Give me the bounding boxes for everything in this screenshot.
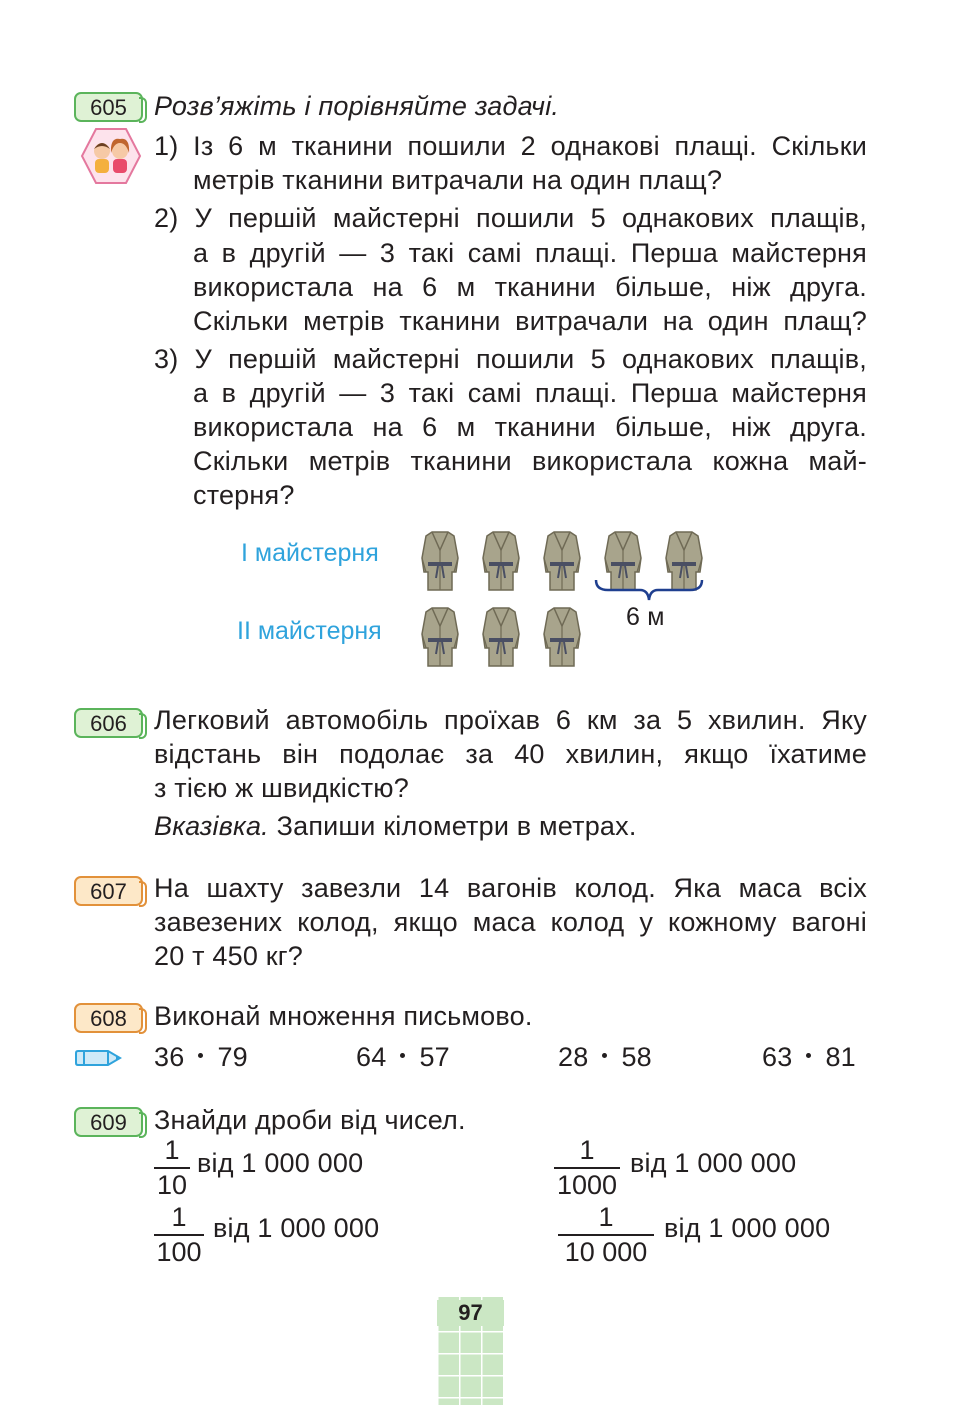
task-number-607: 607 [74, 876, 143, 906]
coat-workshop-2-1 [418, 604, 462, 670]
task-605-part1-line1: 1) Із 6 м тканини пошили 2 однакові плащі. Скільки [154, 131, 867, 161]
pencil-icon [75, 1047, 123, 1069]
coat-workshop-2-2 [479, 604, 523, 670]
task-605-part3-line4: Скільки метрів тканини використала кожна май- [193, 446, 867, 476]
multiplication-2: 64 57 [356, 1042, 450, 1072]
task-605-part2-line3: використала на 6 м тканини більше, ніж друга. [193, 272, 867, 302]
fraction-1-100: 1 100 [154, 1203, 204, 1266]
brace-6m [594, 578, 704, 602]
task-605-instruction: Розв’яжіть і порівняйте задачі. [154, 91, 560, 121]
kids-pair-icon [80, 127, 142, 185]
task-608-instruction: Виконай множення письмово. [154, 1001, 533, 1031]
multiplication-3: 28 58 [558, 1042, 652, 1072]
fraction-1-1000: 1 1000 [554, 1136, 620, 1199]
task-number-606: 606 [74, 708, 143, 738]
workshop-2-label: ІІ майстерня [237, 617, 382, 645]
multiplication-4: 63 81 [762, 1042, 856, 1072]
task-606-line2: відстань він подолає за 40 хвилин, якщо їхатиме [154, 739, 867, 769]
task-605-part1-line2: метрів тканини витрачали на один плащ? [193, 165, 723, 195]
fraction-4-text: від 1 000 000 [664, 1213, 831, 1243]
task-607-line3: 20 т 450 кг? [154, 941, 304, 971]
hint-label: Вказівка. [154, 811, 269, 841]
task-605-part3-line3: використала на 6 м тканини більше, ніж друга. [193, 412, 867, 442]
task-605-part3-line1: 3) У першій майстерні пошили 5 однакових плащів, [154, 344, 867, 374]
task-607-line2: завезених колод, якщо маса колод у кожному вагоні [154, 907, 867, 937]
task-606-line3: з тією ж швидкістю? [154, 773, 409, 803]
task-606-hint [154, 809, 637, 843]
coat-workshop-1-1 [418, 528, 462, 594]
task-607-line1: На шахту завезли 14 вагонів колод. Яка маса всіх [154, 873, 867, 903]
task-605-part2-line2: а в другій — 3 такі самі плащі. Перша майстерня [193, 238, 867, 268]
page-number: 97 [437, 1300, 504, 1326]
coat-workshop-2-3 [540, 604, 584, 670]
fraction-1-text: від 1 000 000 [197, 1148, 364, 1178]
fraction-1-10000: 1 10 000 [558, 1203, 654, 1266]
multiplication-1: 36 79 [154, 1042, 248, 1072]
coat-workshop-1-2 [479, 528, 523, 594]
task-605-part3-line2: а в другій — 3 такі самі плащі. Перша майстерня [193, 378, 867, 408]
coat-workshop-1-3 [540, 528, 584, 594]
task-605-part2-line1: 2) У першій майстерні пошили 5 однакових плащів, [154, 203, 867, 233]
workshop-1-label: І майстерня [241, 539, 379, 567]
task-number-605: 605 [74, 92, 143, 122]
task-number-608: 608 [74, 1003, 143, 1033]
fraction-2-text: від 1 000 000 [630, 1148, 797, 1178]
task-number-609: 609 [74, 1107, 143, 1137]
task-609-instruction: Знайди дроби від чисел. [154, 1105, 466, 1135]
task-606-line1: Легковий автомобіль проїхав 6 км за 5 хвилин. Яку [154, 705, 867, 735]
task-605-part2-line4: Скільки метрів тканини витрачали на один плащ? [193, 306, 867, 336]
brace-label: 6 м [626, 603, 665, 631]
task-605-part3-line5: стерня? [193, 480, 295, 510]
hint-text: Запиши кілометри в метрах. [276, 811, 637, 841]
fraction-1-10: 1 10 [154, 1136, 190, 1199]
fraction-3-text: від 1 000 000 [213, 1213, 380, 1243]
